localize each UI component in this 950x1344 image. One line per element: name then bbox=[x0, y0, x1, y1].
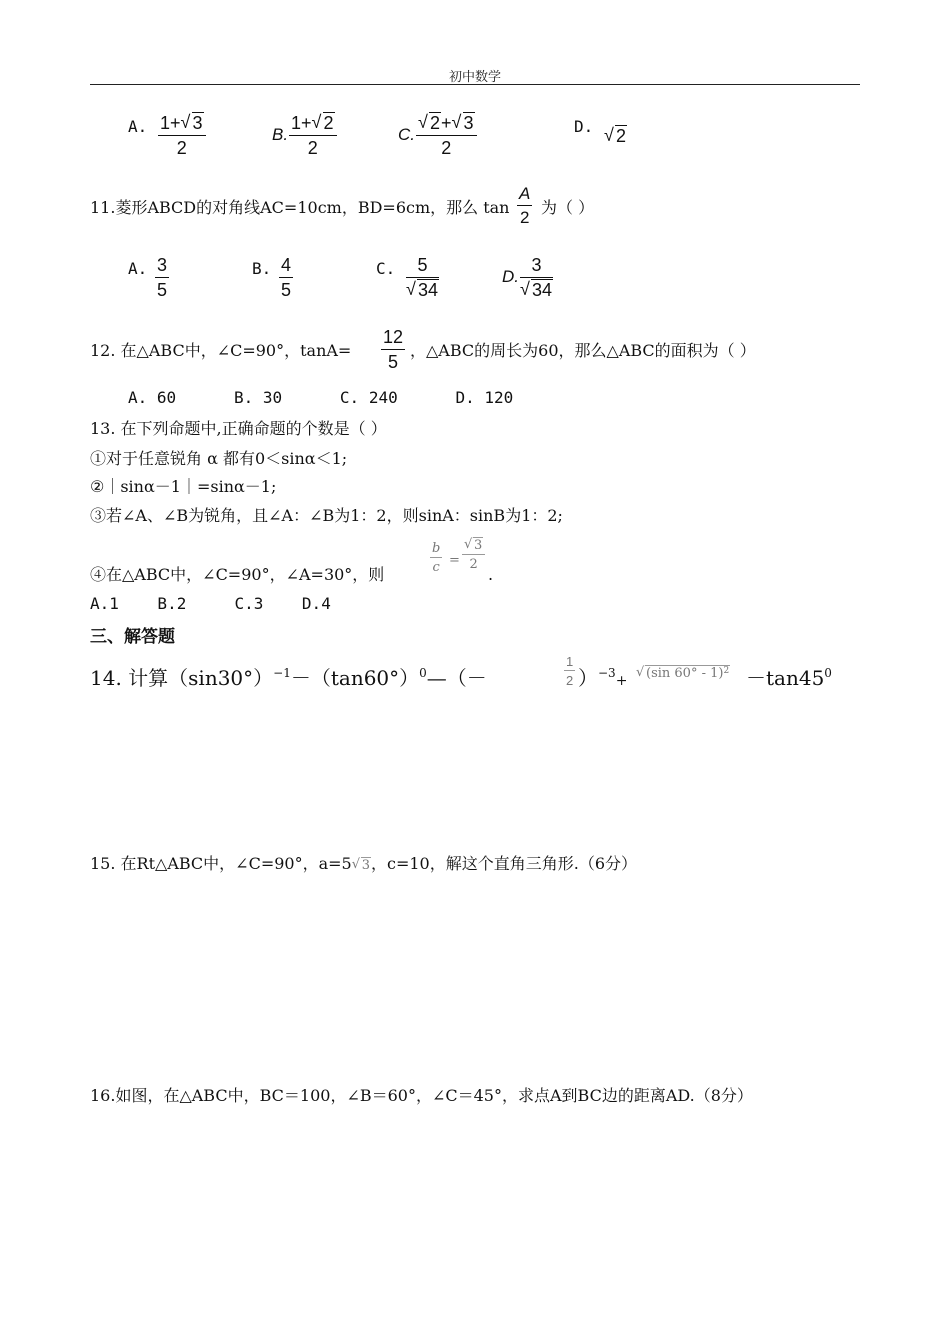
q11-stem-tail: 为（ ） bbox=[541, 198, 595, 217]
q13-equals: = bbox=[449, 553, 460, 568]
q11-stem: 11.菱形ABCD的对角线AC=10cm，BD=6cm，那么 tan bbox=[90, 198, 510, 217]
q12-stem-tail: ，△ABC的周长为60，那么△ABC的面积为（ ） bbox=[410, 341, 756, 360]
q14-expression: 14. 计算$(\sin 30^\circ)^{-1}-(\tan 60^\circ)^0—(-$ bbox=[90, 666, 487, 690]
q13-statement-1: ①对于任意锐角 α 都有0＜sinα＜1; bbox=[90, 449, 348, 468]
q14-half-fraction: 1 2 bbox=[566, 654, 574, 688]
q10-option-b-fraction: 1+√ 2 2 bbox=[289, 113, 337, 159]
q14-expression-2: ）$^{-3}$+ bbox=[578, 666, 628, 690]
q11-option-b-label: B. bbox=[252, 259, 272, 278]
q13-statement-2: ②｜sinα－1｜=sinα－1; bbox=[90, 477, 277, 496]
q14-expression-3: $-\tan 45^0$ bbox=[746, 666, 832, 690]
q12-options: A. 60 B. 30 C. 240 D. 120 bbox=[128, 388, 514, 407]
q10-option-a-label: A. bbox=[128, 117, 148, 136]
q16-text: 16.如图，在△ABC中，BC＝100，∠B＝60°，∠C＝45°，求点A到BC边的距离AD.（8分） bbox=[90, 1086, 753, 1105]
q11-option-a-label: A. bbox=[128, 259, 148, 278]
q11-option-c-label: C. bbox=[376, 259, 396, 278]
q11-half-angle-fraction: A 2 bbox=[519, 184, 531, 227]
q14-square-root: √ (sin 60° - 1)$^2$ bbox=[636, 666, 730, 681]
q13-statement-4-end: . bbox=[488, 565, 494, 584]
q11-option-b-fraction: 4 5 bbox=[281, 255, 292, 300]
q11-option-d-label: D. bbox=[502, 267, 519, 286]
q10-option-c-label: C. bbox=[398, 125, 415, 144]
page-header: 初中数学 bbox=[448, 70, 501, 85]
q10-option-c-fraction: √ 2+√ 3 2 bbox=[416, 113, 477, 159]
header-rule bbox=[90, 84, 860, 85]
q13-root3-over-2-fraction: √ 3 2 bbox=[462, 538, 485, 572]
q12-tan-fraction: 12 5 bbox=[383, 327, 404, 372]
section-3-title: 三、解答题 bbox=[90, 627, 175, 647]
q13-stem: 13. 在下列命题中,正确命题的个数是（ ） bbox=[90, 419, 387, 438]
q10-option-d-value: √ 2 bbox=[604, 126, 627, 147]
q13-statement-3: ③若∠A、∠B为锐角，且∠A：∠B为1：2，则sinA：sinB为1：2; bbox=[90, 506, 563, 525]
q12-stem: 12. 在△ABC中，∠C=90°，tanA= bbox=[90, 341, 352, 360]
q15-text: 15. 在Rt△ABC中，∠C=90°，a=5√ 3，c=10，解这个直角三角形.（6分） bbox=[90, 854, 637, 876]
q13-statement-4: ④在△ABC中，∠C=90°，∠A=30°，则 bbox=[90, 565, 385, 584]
q11-option-c-fraction: 5 √ 34 bbox=[406, 255, 439, 301]
q10-option-b-label: B. bbox=[272, 125, 289, 144]
q10-option-d-label: D. bbox=[574, 117, 594, 136]
q13-b-over-c-fraction: b c bbox=[432, 541, 441, 575]
q11-option-d-fraction: 3 √ 34 bbox=[520, 255, 553, 301]
q10-option-a-fraction: 1+√ 3 2 bbox=[158, 113, 206, 159]
q13-options: A.1 B.2 C.3 D.4 bbox=[90, 594, 331, 613]
q11-option-a-fraction: 3 5 bbox=[157, 255, 168, 300]
